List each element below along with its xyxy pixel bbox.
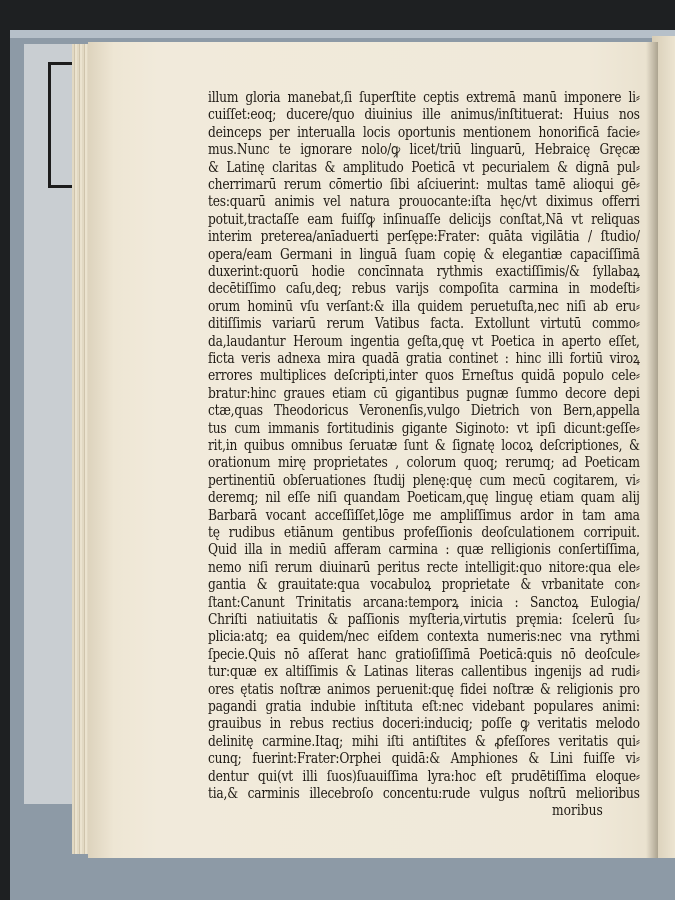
text-line: & Latinę claritas & amplitudo Poeticā vt pecurialem & dignā pul⸗ [208, 158, 640, 176]
text-line: da,laudantur Heroum ingentia geſta,quę vt Poetica in aperto eſſet, [208, 332, 640, 350]
text-line: cunq; fuerint:Frater:Orphei quidā:& Amphiones & Lini fuiſſe vi⸗ [208, 750, 640, 768]
text-line: tę rudibus etiānum gentibus profeſſionis deoſculationem corripuit. [208, 524, 640, 541]
text-line: cherrimarū rerum cōmertio ſibi aſciuerint: multas tamē alioqui gē⸗ [208, 176, 640, 193]
text-line: opera/eam Germani in linguā ſuam copię & elegantiæ capaciſſimā [208, 245, 640, 263]
text-line: errores multiplices deſcripti,inter quos Erneſtus quidā populo cele⸗ [208, 367, 640, 385]
text-line: deinceps per interualla locis oportunis mentionem honorificā facie⸗ [208, 123, 640, 141]
text-line: nemo niſi rerum diuinarū peritus recte intelligit:quo nitore:qua ele⸗ [208, 558, 640, 576]
text-line: cuiſſet:eoq; ducere/quo diuinius ille animus/inſtituerat: Huius nos [208, 106, 640, 124]
text-line: pagandi gratia indubie inſtituta eſt:nec videbant populares animi: [208, 698, 640, 715]
text-line: ditiſſimis variarū rerum Vatibus facta. Extollunt virtutū commo⸗ [208, 315, 640, 333]
text-line: tes:quarū animis vel natura prouocante:iſta hęc/vt diximus offerri [208, 193, 640, 211]
text-line: Quid illa in mediū afferam carmina : quæ relligionis conſertiſſima, [208, 541, 640, 559]
text-line: pertinentiū obſeruationes ſtudij plenę:quę cum mecū cogitarem, vi⸗ [208, 471, 640, 489]
text-line: delinitę carmine.Itaq; mihi iſti antiſtites & ꝓfeſſores veritatis qui⸗ [208, 732, 640, 750]
text-line: tur:quæ ex altiſſimis & Latinas literas callentibus ingenijs ad rudi⸗ [208, 663, 640, 681]
text-line: deremq; nil eſſe niſi quandam Poeticam,quę linguę etiam quam alij [208, 489, 640, 507]
text-line: Chriſti natiuitatis & paſſionis myſteria,virtutis pręmia: ſcelerū ſu⸗ [208, 611, 640, 628]
text-line: dentur qui(vt illi ſuos)ſuauiſſima lyra:hoc eſt prudētiſſima eloque⸗ [208, 767, 640, 785]
text-line: gantia & grauitate:qua vocabuloꝝ proprietate & vrbanitate con⸗ [208, 576, 640, 594]
text-line: ſpecie.Quis nō aſſerat hanc gratioſiſſimā Poeticā:quis nō deoſcule⸗ [208, 645, 640, 663]
text-line: tia,& carminis illecebroſo concentu:rude vulgus noſtrū melioribus [208, 785, 640, 802]
text-line: rit,in quibus omnibus ſeruatæ ſunt & ſignatę locoꝝ deſcriptiones, & [208, 437, 640, 454]
text-line: ficta veris adnexa mira quadā gratia continet : hinc illi fortiū viroꝝ [208, 350, 640, 367]
text-line: illum gloria manebat,ſi ſuperſtite ceptis extremā manū imponere li⸗ [208, 89, 640, 106]
text-line: mus.Nunc te ignorare nolo/ꝙ licet/triū linguarū, Hebraicę Gręcæ [208, 141, 640, 159]
text-line: grauibus in rebus rectius doceri:induciq; poſſe ꝙ veritatis melodo [208, 715, 640, 733]
text-line: potuit,tractaſſe eam fuiſſꝙ inſinuaſſe delicijs conſtat,Nā vt reliquas [208, 210, 640, 228]
catchword: moribus [552, 802, 603, 820]
text-line: bratur:hinc graues etiam cū gigantibus pugnæ ſummo decore depi [208, 384, 640, 402]
text-line: tus cum immanis fortitudinis gigante Siginoto: vt ipſi dicunt:geſſe⸗ [208, 419, 640, 437]
text-line: Barbarā vocant acceſſiſſet,lōge me ampliſſimus ardor in tam ama [208, 506, 640, 524]
text-line: decētiſſimo caſu,deq; rebus varijs compoſita carmina in modeſti⸗ [208, 280, 640, 298]
text-line: plicia:atq; ea quidem/nec eiſdem contexta numeris:nec vna rythmi [208, 628, 640, 646]
text-line: duxerint:quorū hodie concīnnata rythmis exactiſſimis/& ſyllabaꝝ [208, 263, 640, 280]
text-line: ctæ,quas Theodoricus Veronenſis,vulgo Dietrich von Bern,appella [208, 402, 640, 420]
text-line: orum hominū vſu verſant:& illa quidem peruetuſta,nec niſi ab eru⸗ [208, 297, 640, 315]
text-line: interim preterea/anīaduerti perſępe:Frater: quāta vigilātia / ſtudio/ [208, 228, 640, 246]
text-line: ores ętatis noſtræ animos peruenit:quę fidei noſtræ & religionis pro [208, 680, 640, 698]
text-line: ſtant:Canunt Trinitatis arcana:temporꝝ inicia : Sanctoꝝ Eulogia/ [208, 593, 640, 611]
text-line: orationum mirę proprietates , colorum quoq; rerumq; ad Poeticam [208, 454, 640, 472]
